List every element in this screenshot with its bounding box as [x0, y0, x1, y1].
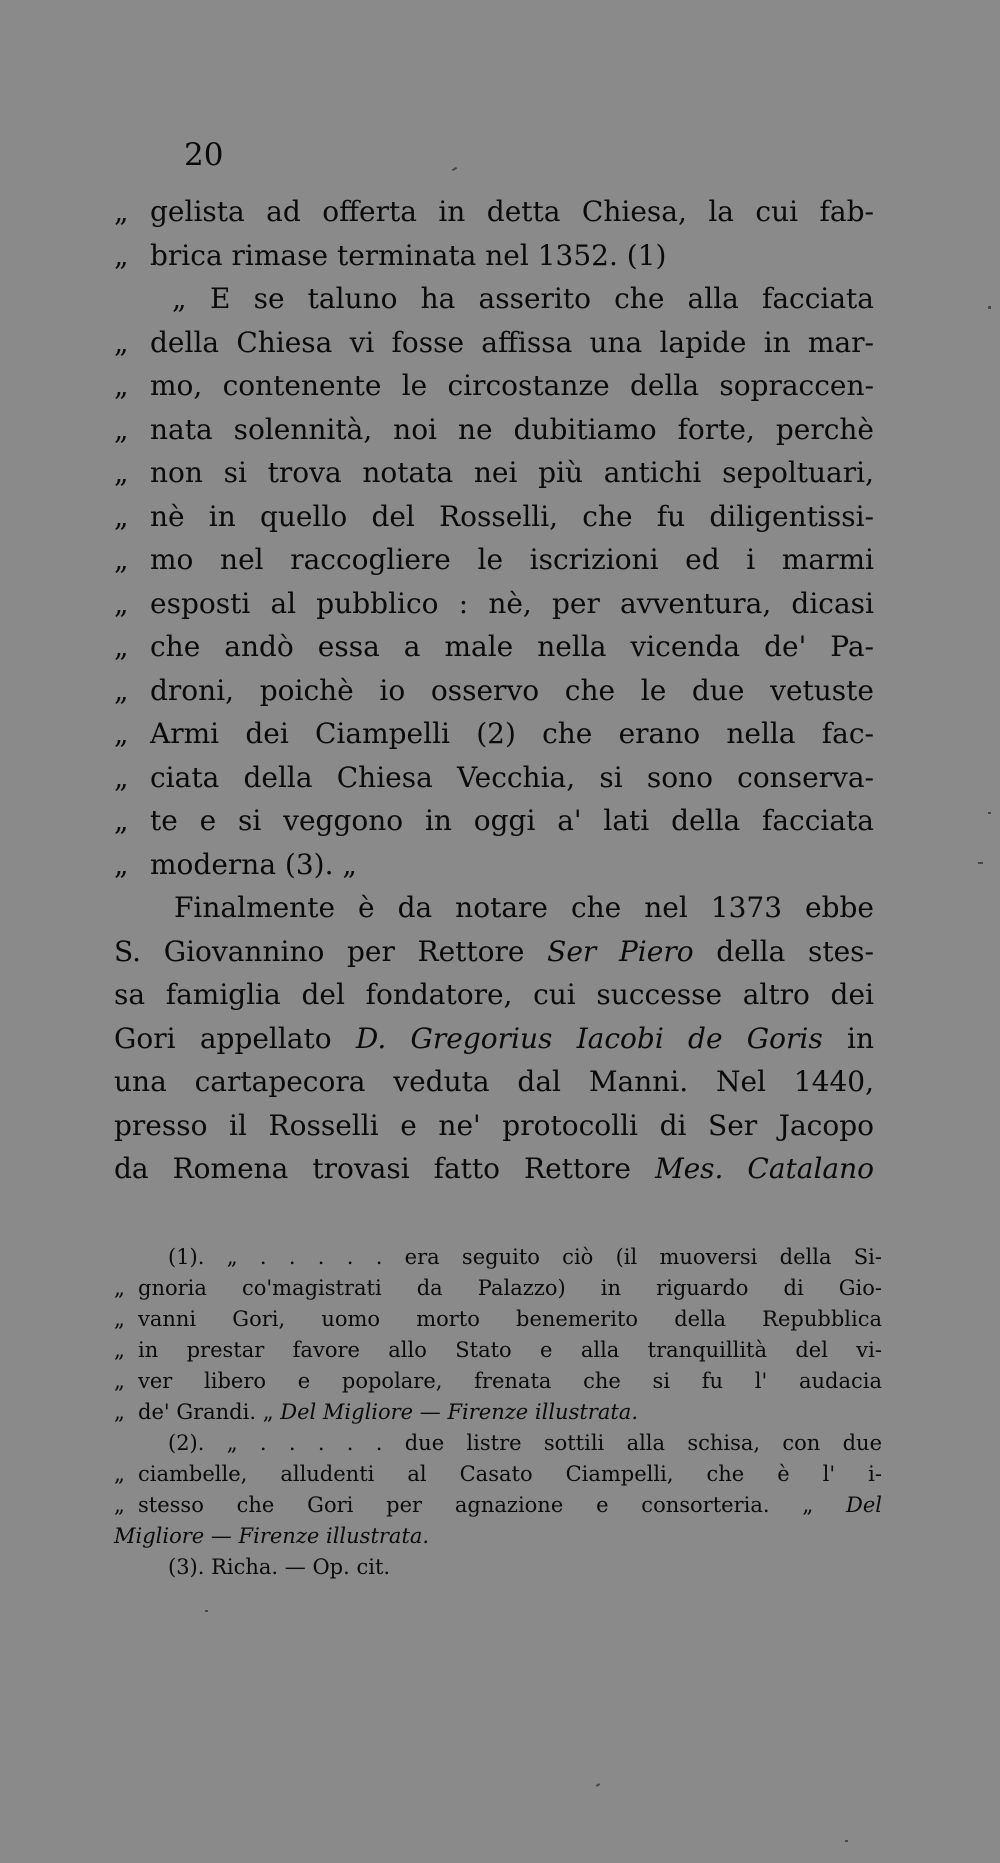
text-line — [114, 973, 874, 1017]
line-text: in prestar favore allo Stato e alla tranquillità del vi- — [138, 1338, 882, 1362]
line-text: S. Giovannino per Rettore — [114, 934, 548, 968]
text-line — [114, 756, 874, 800]
footnote-line — [114, 1273, 882, 1304]
line-text: una cartapecora veduta dal Manni. Nel 1440, — [114, 1065, 874, 1098]
line-text: esposti al pubblico : nè, per avventura, dicasi — [150, 586, 874, 620]
line-text: gnoria co'magistrati da Palazzo) in riguardo di Gio- — [138, 1276, 882, 1300]
line-text: (2). „ . . . . . due listre sottili alla schisa, con due — [168, 1431, 882, 1455]
line-text: della Chiesa vi fosse affissa una lapide in mar- — [150, 325, 874, 359]
line-text: Gori appellato — [114, 1021, 356, 1055]
line-text: sa famiglia del fondatore, cui successe altro dei — [114, 978, 874, 1011]
line-text: (1). „ . . . . . era seguito ciò (il muoversi della Si- — [168, 1245, 882, 1269]
footnote-line — [114, 1366, 882, 1397]
line-text: moderna (3). „ — [150, 847, 357, 881]
line-text: ciata della Chiesa Vecchia, si sono conserva- — [150, 760, 874, 794]
line-text: vanni Gori, uomo morto benemerito della Repubblica — [138, 1307, 882, 1331]
text-line — [114, 451, 874, 495]
italic-text: Del Migliore — Firenze illustrata. — [280, 1400, 638, 1424]
print-speck — [988, 306, 991, 309]
text-line — [114, 364, 874, 408]
print-speck — [205, 1610, 208, 1612]
footnote-line — [114, 1304, 882, 1335]
footnote-line — [114, 1428, 882, 1459]
text-line — [114, 625, 874, 669]
line-text: mo nel raccogliere le iscrizioni ed i marmi — [150, 543, 874, 576]
main-text — [114, 190, 874, 1191]
line-text: (3). Richa. — Op. cit. — [168, 1555, 391, 1579]
line-text: E se taluno ha asserito che alla facciata — [210, 282, 874, 315]
italic-text: D. Gregorius Iacobi de Goris — [355, 1021, 823, 1055]
italic-text: Migliore — Firenze illustrata. — [114, 1524, 430, 1548]
line-text: te e si veggono in oggi a' lati della facciata — [150, 804, 874, 837]
line-text: ciambelle, alludenti al Casato Ciampelli, che è l' i- — [138, 1462, 882, 1486]
text-line — [114, 712, 874, 756]
text-line — [114, 495, 874, 539]
text-line — [114, 582, 874, 626]
footnote-line — [114, 1490, 882, 1521]
line-text: che andò essa a male nella vicenda de' Pa- — [150, 630, 874, 663]
line-text: gelista ad offerta in detta Chiesa, la cui fab- — [150, 195, 874, 228]
line-text: Armi dei Ciampelli (2) che erano nella fac- — [150, 717, 874, 750]
print-speck — [845, 1840, 848, 1842]
line-text: da Romena trovasi fatto Rettore — [114, 1152, 655, 1185]
text-line — [114, 930, 874, 974]
text-line — [114, 1060, 874, 1104]
text-line — [114, 886, 874, 930]
footnote-line — [114, 1459, 882, 1490]
text-line — [114, 1017, 874, 1061]
line-text: mo, contenente le circostanze della sopraccen- — [150, 369, 874, 402]
text-line — [114, 1104, 874, 1148]
text-line — [114, 234, 874, 278]
page-number: 20 — [184, 137, 224, 173]
line-text: stesso che Gori per agnazione e consorteria. „ — [138, 1493, 847, 1517]
text-line — [114, 408, 874, 452]
italic-text: Ser Piero — [547, 934, 694, 968]
line-text: ver libero e popolare, frenata che si fu l' audacia — [138, 1369, 882, 1393]
line-text: in — [822, 1021, 874, 1055]
print-speck — [452, 167, 457, 171]
line-text: brica rimase terminata nel 1352. (1) — [150, 238, 667, 272]
line-text: nè in quello del Rosselli, che fu diligentissi- — [150, 499, 874, 533]
text-line — [114, 538, 874, 582]
footnote-line — [114, 1242, 882, 1273]
text-line — [114, 843, 874, 887]
line-text: non si trova notata nei più antichi sepoltuari, — [150, 456, 874, 489]
print-speck — [978, 862, 983, 864]
text-line — [114, 321, 874, 365]
line-text: de' Grandi. „ — [138, 1400, 281, 1424]
text-line — [114, 799, 874, 843]
line-text: presso il Rosselli e ne' protocolli di Ser Jacopo — [114, 1108, 874, 1142]
footnote-line — [114, 1521, 882, 1552]
line-text: droni, poichè io osservo che le due vetuste — [150, 673, 874, 707]
footnote-line — [114, 1397, 882, 1428]
text-line — [114, 669, 874, 713]
italic-text: Mes. Catalano — [654, 1152, 875, 1185]
text-line — [114, 1147, 874, 1191]
print-speck — [596, 1783, 600, 1787]
italic-text: Del — [846, 1493, 882, 1517]
line-text: Finalmente è da notare che nel 1373 ebbe — [174, 891, 874, 924]
footnote-line — [114, 1335, 882, 1366]
footnote-line — [114, 1552, 882, 1583]
line-text: nata solennità, noi ne dubitiamo forte, perchè — [150, 412, 874, 446]
footnotes — [114, 1242, 882, 1583]
text-line — [114, 190, 874, 234]
line-text: della stes- — [693, 934, 874, 968]
text-line — [114, 277, 874, 321]
print-speck — [988, 812, 991, 814]
